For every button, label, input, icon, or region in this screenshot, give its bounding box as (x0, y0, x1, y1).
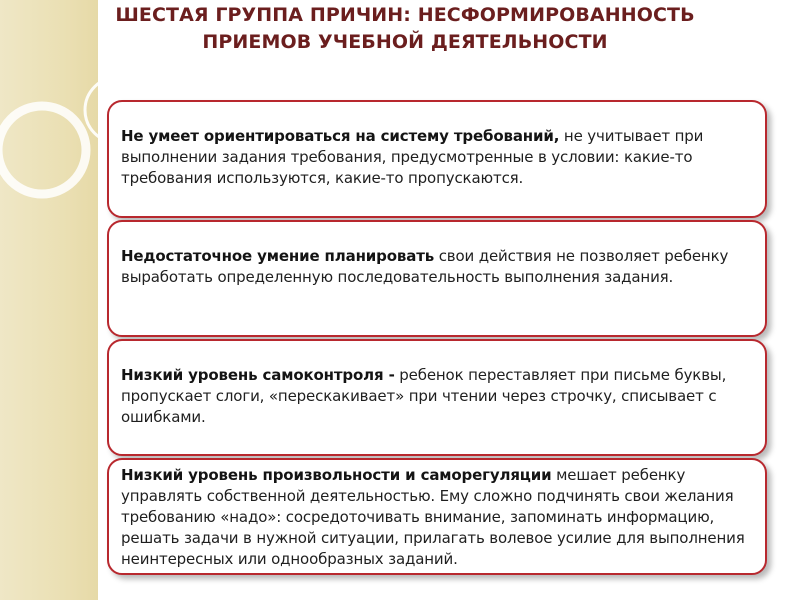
reason-heading: Недостаточное умение планировать (121, 247, 435, 265)
reason-text: ребенок переставляет при письме буквы, пропускает слоги, «перескакивает» при чтении через строчку, списывает с ошибками. (121, 366, 727, 426)
reason-text: свои действия не позволяет ребенку выработать определенную последовательность выполнения задания. (121, 247, 729, 286)
reason-card-planning (107, 220, 767, 337)
page-title (70, 2, 740, 56)
reason-card-self-regulation (107, 458, 767, 575)
reason-card-self-control (107, 339, 767, 456)
page-title-line-1: ШЕСТАЯ ГРУППА ПРИЧИН: НЕСФОРМИРОВАННОСТЬ (115, 4, 695, 26)
page-title-line-2: ПРИЕМОВ УЧЕБНОЙ ДЕЯТЕЛЬНОСТИ (202, 31, 608, 53)
reason-heading: Не умеет ориентироваться на систему требований, (121, 127, 560, 145)
reason-text: мешает ребенку управлять собственной деятельностью. Ему сложно подчинять свои желания требованию «надо»: сосредоточивать внимание, запоминать информацию, решать задачи в нужной ситуации, прилагать волевое усилие для выполнения неинтересных или однообразных заданий. (121, 466, 745, 568)
reason-heading: Низкий уровень самоконтроля - (121, 366, 395, 384)
reason-text: не учитывает при выполнении задания требования, предусмотренные в условии: какие-то требования используются, какие-то пропускаются. (121, 127, 704, 187)
reason-heading: Низкий уровень произвольности и саморегуляции (121, 466, 552, 484)
reason-card-orientation (107, 100, 767, 218)
